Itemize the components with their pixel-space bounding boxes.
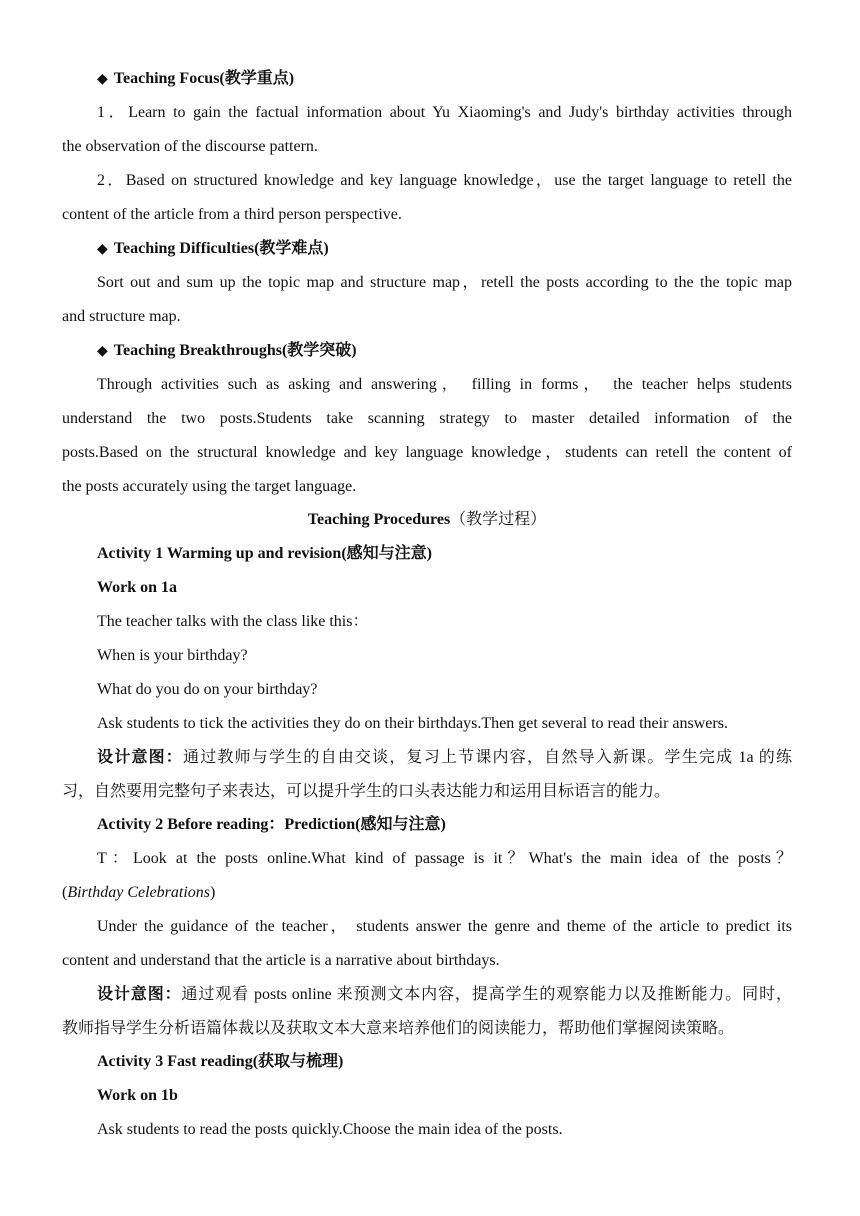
breakthroughs-line-3: posts.Based on the structural knowledge and key language knowledge，students can retell the content of — [62, 444, 792, 461]
focus-item-2-line-1: 2．Based on structured knowledge and key language knowledge，use the target language to retell the — [97, 172, 792, 189]
activity-3-line-1: Ask students to read the posts quickly.Choose the main idea of the posts. — [97, 1121, 563, 1138]
procedures-title: Teaching Procedures（教学过程） — [307, 511, 547, 528]
activity-2-heading: Activity 2 Before reading：Prediction(感知与注意) — [97, 816, 446, 833]
activity-2-line-1: T：Look at the posts online.What kind of passage is it？What's the main idea of the posts？ — [97, 850, 792, 867]
activity-1-work: Work on 1a — [97, 579, 178, 596]
breakthroughs-line-1: Through activities such as asking and answering， filling in forms， the teacher helps students — [97, 376, 792, 393]
focus-item-1-line-1: 1．Learn to gain the factual information about Yu Xiaoming's and Judy's birthday activities through — [97, 104, 793, 121]
diamond-bullet-icon: ◆ — [97, 72, 108, 87]
activity-3-work: Work on 1b — [97, 1087, 178, 1104]
activity-1-line-3: What do you do on your birthday? — [97, 681, 318, 698]
activity-3-heading: Activity 3 Fast reading(获取与梳理) — [97, 1053, 344, 1070]
activity-1-line-1: The teacher talks with the class like this： — [97, 613, 369, 630]
activity-2-intent-line-1: 设计意图：通过观看 posts online 来预测文本内容，提高学生的观察能力以及推断能力。同时， — [97, 986, 792, 1003]
activity-1-intent-line-2: 习，自然要用完整句子来表达，可以提升学生的口头表达能力和运用目标语言的能力。 — [62, 783, 671, 800]
diamond-bullet-icon: ◆ — [97, 344, 108, 359]
breakthroughs-line-2: understand the two posts.Students take scanning strategy to master detailed information of the — [62, 410, 792, 427]
activity-1-line-2: When is your birthday? — [97, 647, 248, 664]
focus-item-1-line-2: the observation of the discourse pattern. — [62, 138, 318, 155]
activity-1-heading: Activity 1 Warming up and revision(感知与注意) — [97, 545, 432, 562]
teaching-focus-heading: ◆ Teaching Focus(教学重点) — [97, 70, 295, 87]
breakthroughs-line-4: the posts accurately using the target language. — [62, 478, 357, 495]
activity-1-intent-line-1: 设计意图：通过教师与学生的自由交谈，复习上节课内容，自然导入新课。学生完成 1a 的练 — [97, 749, 792, 766]
activity-2-line-2: (Birthday Celebrations) — [62, 884, 216, 901]
difficulties-line-2: and structure map. — [62, 308, 181, 325]
teaching-difficulties-heading: ◆ Teaching Difficulties(教学难点) — [97, 240, 329, 257]
activity-1-line-4: Ask students to tick the activities they do on their birthdays.Then get several to read their answers. — [97, 715, 728, 732]
teaching-breakthroughs-heading: ◆ Teaching Breakthroughs(教学突破) — [97, 342, 357, 359]
diamond-bullet-icon: ◆ — [97, 242, 108, 257]
focus-item-2-line-2: content of the article from a third person perspective. — [62, 206, 402, 223]
activity-2-intent-line-2: 教师指导学生分析语篇体裁以及获取文本大意来培养他们的阅读能力，帮助他们掌握阅读策略。 — [62, 1020, 735, 1037]
activity-2-line-3: Under the guidance of the teacher， students answer the genre and theme of the article to predict its — [97, 918, 792, 935]
difficulties-line-1: Sort out and sum up the topic map and structure map，retell the posts according to the the topic map — [97, 274, 792, 291]
activity-2-line-4: content and understand that the article is a narrative about birthdays. — [62, 952, 500, 969]
